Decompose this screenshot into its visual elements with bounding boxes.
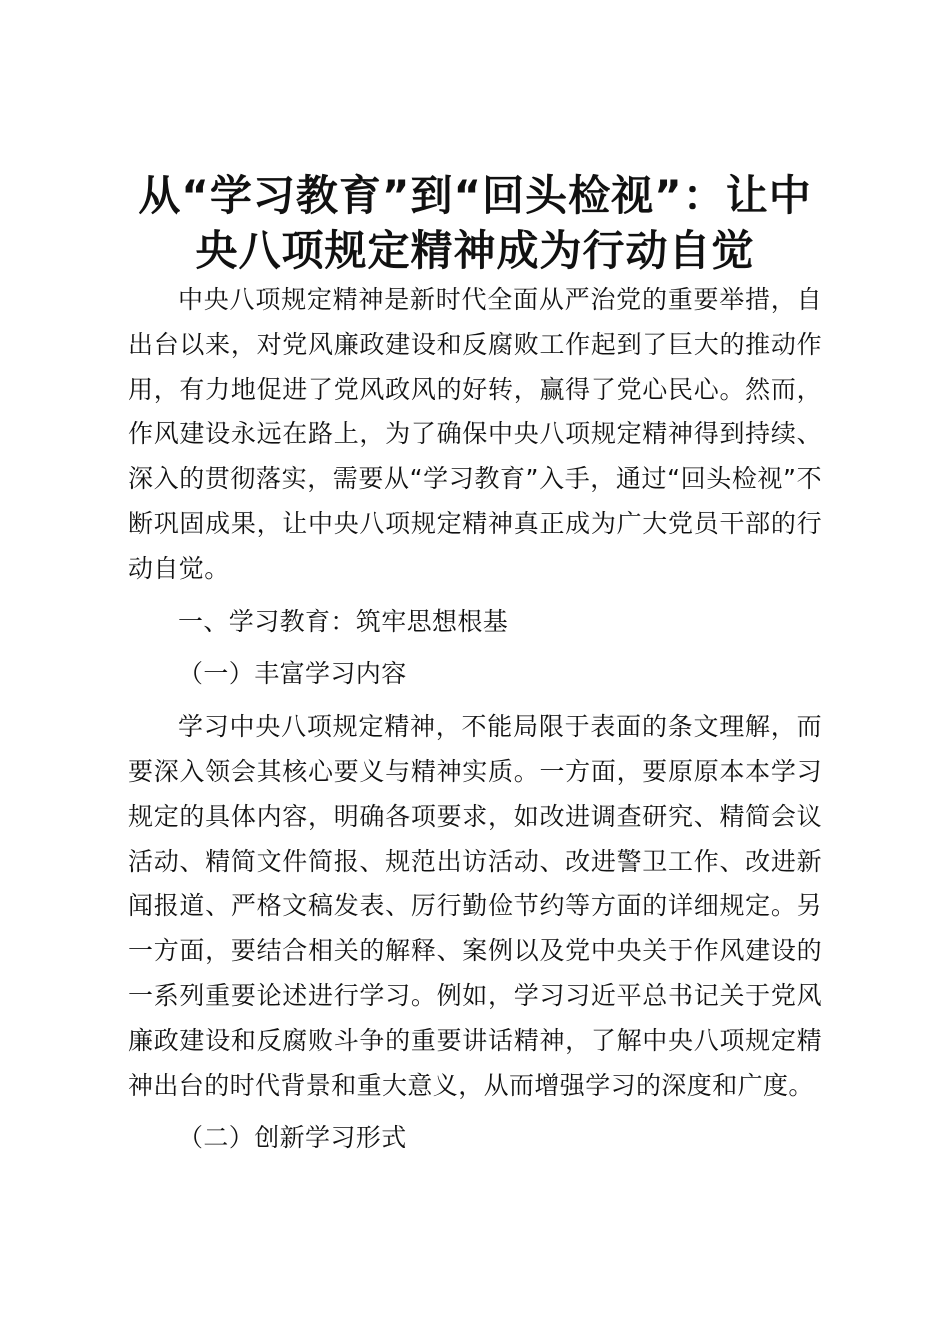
section-heading-1: 一、学习教育：筑牢思想根基 [178, 606, 509, 636]
intro-paragraph: 中央八项规定精神是新时代全面从严治党的重要举措，自出台以来，对党风廉政建设和反腐败工作起到了巨大的推动作用，有力地促进了党风政风的好转，赢得了党心民心。然而，作风建设永远在路上，为了确保中央八项规定精神得到持续、深入的贯彻落实，需要从“学习教育”入手，通过“回头检视”不断巩固成果，让中央八项规定精神真正成为广大党员干部的行动自觉。 [128, 285, 822, 583]
subsection-heading-2: （二）创新学习形式 [178, 1123, 407, 1153]
subsection-heading-1: （一）丰富学习内容 [178, 659, 407, 689]
document-title: 从“学习教育”到“回头检视”：让中央八项规定精神成为行动自觉 [138, 171, 812, 275]
subsection-body-1: 学习中央八项规定精神，不能局限于表面的条文理解，而要深入领会其核心要义与精神实质。一方面，要原原本本学习规定的具体内容，明确各项要求，如改进调查研究、精简会议活动、精简文件简报、规范出访活动、改进警卫工作、改进新闻报道、严格文稿发表、厉行勤俭节约等方面的详细规定。另一方面，要结合相关的解释、案例以及党中央关于作风建设的一系列重要论述进行学习。例如，学习习近平总书记关于党风廉政建设和反腐败斗争的重要讲话精神，了解中央八项规定精神出台的时代背景和重大意义，从而增强学习的深度和广度。 [128, 712, 822, 1100]
document-page [128, 168, 822, 1161]
